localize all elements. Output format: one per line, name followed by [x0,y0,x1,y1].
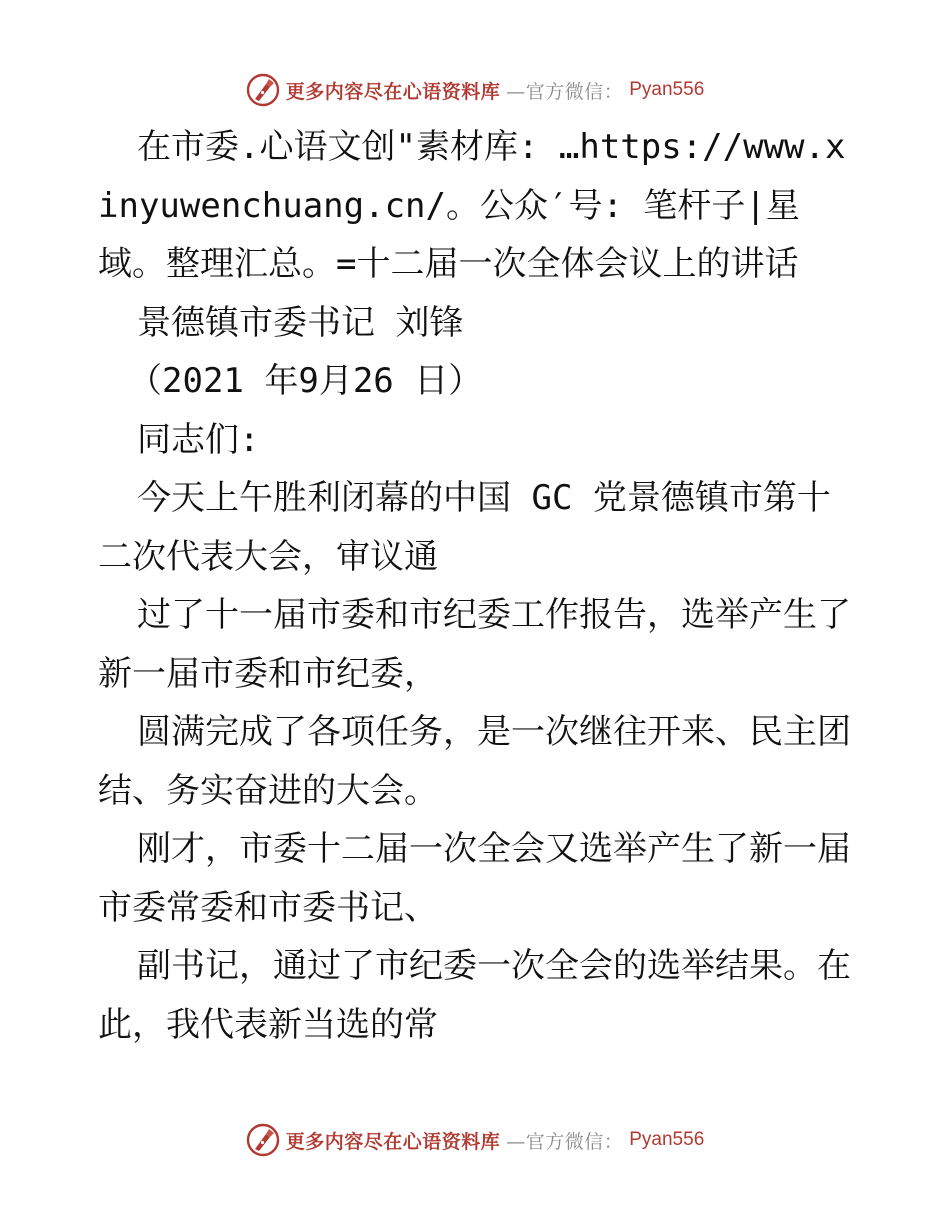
document-body [98,118,858,1054]
paragraph-body: 刚才，市委十二届一次全会又选举产生了新一届市委常委和市委书记、 [98,829,851,928]
paragraph-date: （2021 年9月26 日） [128,361,483,401]
watermark-wechat-label: —官方微信： [506,80,624,103]
paragraph-salutation: 同志们: [137,419,260,460]
pen-nib-logo-icon [246,73,280,107]
paragraph-body: 今天上午胜利闭幕的中国 GC 党景德镇市第十二次代表大会，审议通 [98,478,831,577]
watermark-site-text: 更多内容尽在心语资料库 [285,1130,501,1153]
header-watermark [0,70,950,110]
paragraph-title: 在市委.心语文创"素材库: …https://www.xinyuwenchuang.cn/。公众′号: 笔杆子|星域。整理汇总。=十二届一次全体会议上的讲话 [98,127,846,284]
paragraph-body: 过了十一届市委和市纪委工作报告，选举产生了新一届市委和市纪委， [98,595,851,694]
watermark-account: Pyan556 [629,1129,705,1150]
paragraph-body: 圆满完成了各项任务，是一次继往开来、民主团结、务实奋进的大会。 [98,712,851,811]
watermark-site-text: 更多内容尽在心语资料库 [285,80,501,103]
watermark-wechat-label: —官方微信： [506,1130,624,1153]
paragraph-body: 副书记，通过了市纪委一次全会的选举结果。在此，我代表新当选的常 [98,946,851,1045]
footer-watermark [0,1120,950,1160]
pen-nib-logo-icon [246,1123,280,1157]
paragraph-author: 景德镇市委书记 刘锋 [137,302,464,343]
watermark-account: Pyan556 [629,79,705,100]
